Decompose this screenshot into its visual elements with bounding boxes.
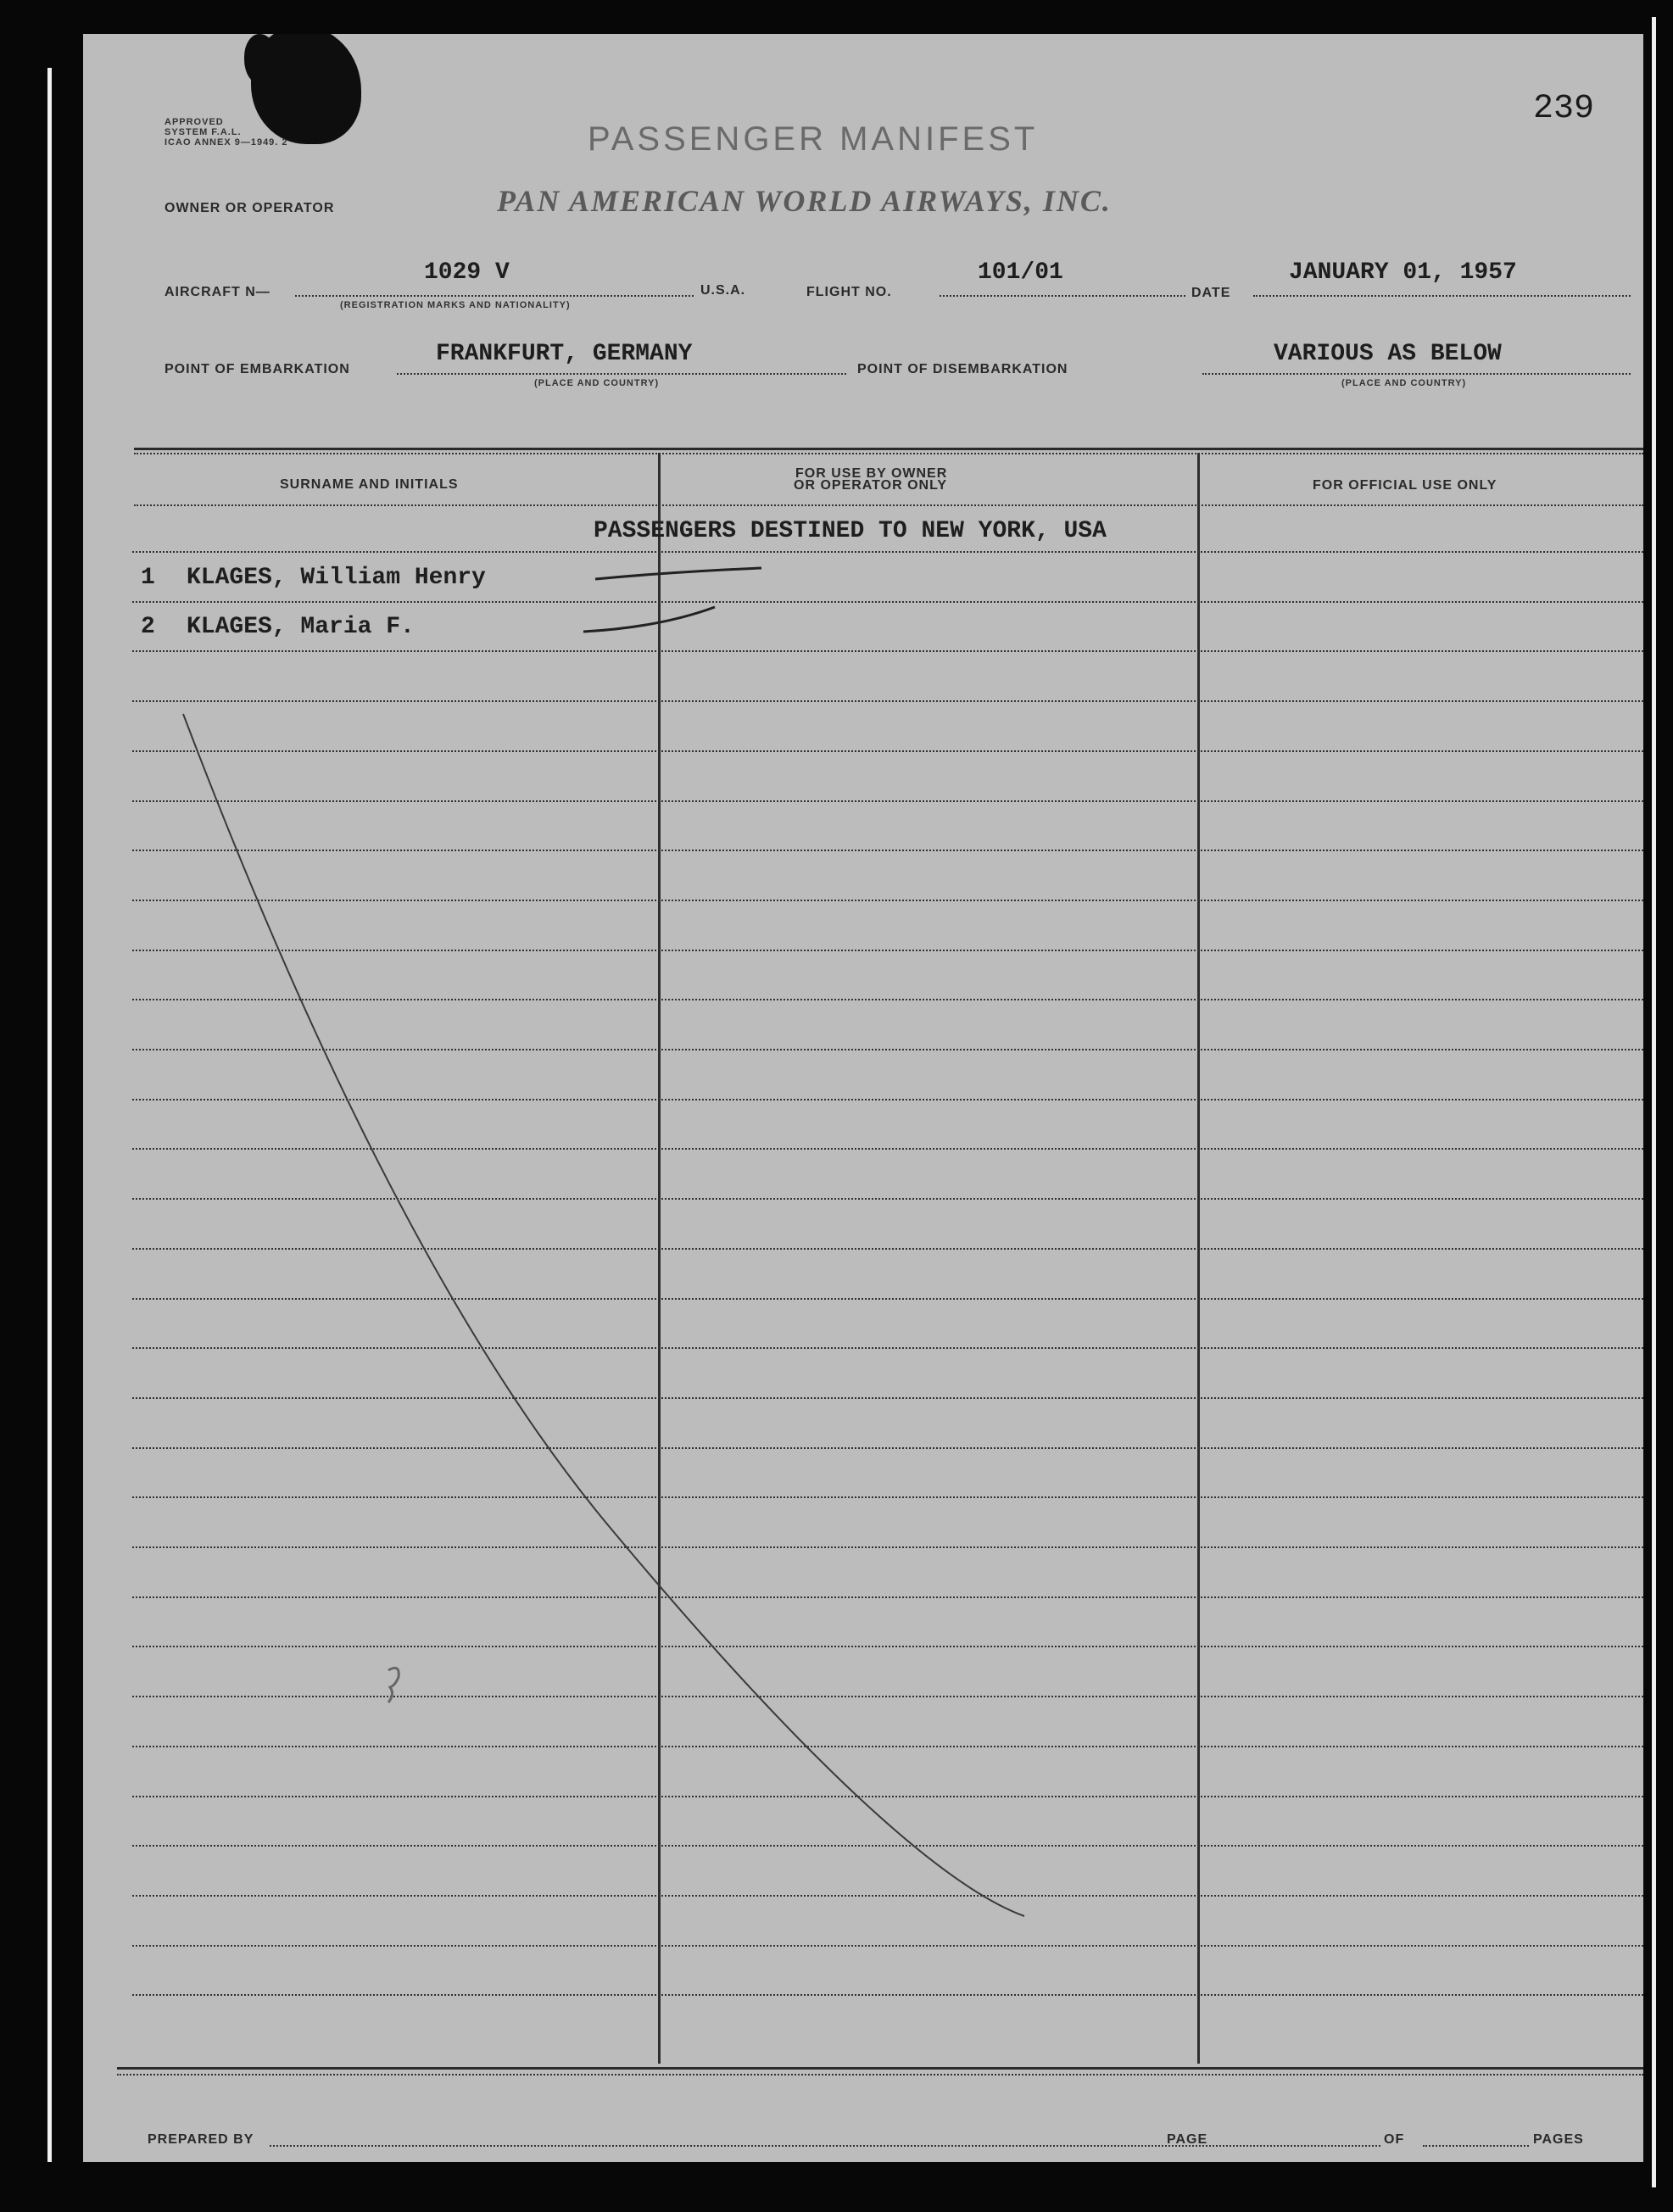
owner-label: OWNER OR OPERATOR bbox=[165, 201, 335, 215]
prepared-by-line bbox=[270, 2145, 1245, 2147]
aircraft-value: 1029 V bbox=[424, 259, 510, 286]
usa-label: U.S.A. bbox=[700, 283, 746, 298]
flight-value: 101/01 bbox=[978, 259, 1063, 286]
page-label: PAGE bbox=[1167, 2132, 1208, 2147]
of-label: OF bbox=[1384, 2132, 1405, 2147]
approved-stamp-line: SYSTEM F.A.L. bbox=[165, 127, 242, 137]
page-title: PASSENGER MANIFEST bbox=[588, 120, 1039, 158]
approved-stamp-line: APPROVED bbox=[165, 117, 224, 127]
prepared-by-label: PREPARED BY bbox=[148, 2132, 254, 2147]
embarkation-value: FRANKFURT, GERMANY bbox=[436, 341, 693, 367]
table-bottom-border bbox=[117, 2067, 1643, 2070]
embarkation-sublabel: (PLACE AND COUNTRY) bbox=[534, 378, 660, 388]
section-note: PASSENGERS DESTINED TO NEW YORK, USA bbox=[594, 518, 1107, 544]
page-number: 239 bbox=[1533, 90, 1595, 128]
col-header-owner: FOR USE BY OWNER bbox=[795, 466, 948, 481]
col-header-official: FOR OFFICIAL USE ONLY bbox=[1313, 478, 1497, 493]
disembarkation-value: VARIOUS AS BELOW bbox=[1274, 341, 1502, 367]
approved-stamp-line: ICAO ANNEX 9—1949. 2 bbox=[165, 137, 288, 148]
manifest-page bbox=[83, 34, 1643, 2162]
film-edge-left bbox=[47, 68, 52, 2162]
date-label: DATE bbox=[1191, 286, 1231, 300]
table-bottom-border-inner bbox=[117, 2074, 1643, 2075]
passenger-name: KLAGES, Maria F. bbox=[187, 614, 415, 640]
embarkation-label: POINT OF EMBARKATION bbox=[165, 362, 350, 376]
of-line bbox=[1236, 2145, 1380, 2147]
col-header-surname: SURNAME AND INITIALS bbox=[280, 477, 459, 492]
pages-line bbox=[1423, 2145, 1529, 2147]
aircraft-sublabel: (REGISTRATION MARKS AND NATIONALITY) bbox=[340, 300, 571, 310]
col-header-owner: OR OPERATOR ONLY bbox=[794, 478, 948, 493]
date-value: JANUARY 01, 1957 bbox=[1289, 259, 1517, 286]
flight-label: FLIGHT NO. bbox=[806, 285, 892, 299]
aircraft-label: AIRCRAFT N— bbox=[165, 285, 270, 299]
disembarkation-sublabel: (PLACE AND COUNTRY) bbox=[1341, 378, 1467, 388]
film-edge-right bbox=[1652, 17, 1656, 2187]
row-number: 1 bbox=[141, 565, 155, 591]
passenger-name: KLAGES, William Henry bbox=[187, 565, 486, 591]
pages-label: PAGES bbox=[1533, 2132, 1584, 2147]
pen-marks bbox=[83, 34, 1643, 2162]
row-number: 2 bbox=[141, 614, 155, 640]
owner-value: PAN AMERICAN WORLD AIRWAYS, INC. bbox=[497, 184, 1112, 218]
disembarkation-label: POINT OF DISEMBARKATION bbox=[857, 362, 1068, 376]
